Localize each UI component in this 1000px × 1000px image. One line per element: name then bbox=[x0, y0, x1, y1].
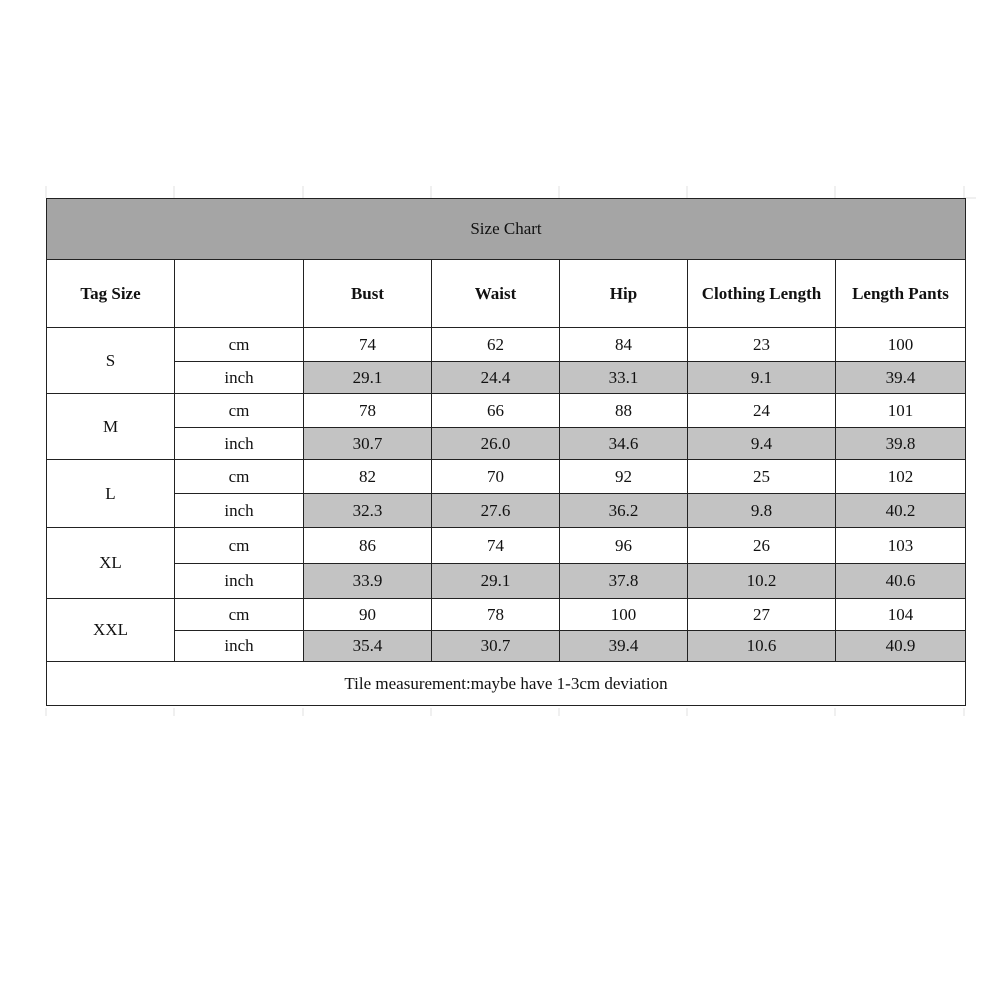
size-label: L bbox=[47, 460, 175, 528]
hip-value: 34.6 bbox=[560, 428, 688, 460]
unit-label: inch bbox=[175, 428, 304, 460]
table-row bbox=[47, 428, 966, 460]
clothing-length-value: 25 bbox=[688, 460, 836, 494]
chart-title: Size Chart bbox=[47, 199, 966, 260]
length-pants-value: 103 bbox=[836, 528, 966, 564]
size-chart-table bbox=[46, 198, 966, 706]
length-pants-value: 40.2 bbox=[836, 494, 966, 528]
table-row bbox=[47, 328, 966, 362]
hip-value: 36.2 bbox=[560, 494, 688, 528]
bust-value: 32.3 bbox=[304, 494, 432, 528]
measurement-note: Tile measurement:maybe have 1-3cm deviation bbox=[47, 662, 966, 706]
unit-label: inch bbox=[175, 362, 304, 394]
length-pants-value: 100 bbox=[836, 328, 966, 362]
waist-value: 30.7 bbox=[432, 631, 560, 662]
header-tag-size: Tag Size bbox=[47, 260, 175, 328]
clothing-length-value: 9.4 bbox=[688, 428, 836, 460]
hip-value: 88 bbox=[560, 394, 688, 428]
table-row bbox=[47, 599, 966, 631]
clothing-length-value: 10.6 bbox=[688, 631, 836, 662]
header-waist: Waist bbox=[432, 260, 560, 328]
header-row bbox=[47, 260, 966, 328]
header-length-pants: Length Pants bbox=[836, 260, 966, 328]
hip-value: 33.1 bbox=[560, 362, 688, 394]
waist-value: 29.1 bbox=[432, 564, 560, 599]
hip-value: 96 bbox=[560, 528, 688, 564]
clothing-length-value: 24 bbox=[688, 394, 836, 428]
length-pants-value: 39.8 bbox=[836, 428, 966, 460]
header-hip: Hip bbox=[560, 260, 688, 328]
clothing-length-value: 9.8 bbox=[688, 494, 836, 528]
unit-label: inch bbox=[175, 631, 304, 662]
length-pants-value: 40.6 bbox=[836, 564, 966, 599]
bust-value: 86 bbox=[304, 528, 432, 564]
unit-label: inch bbox=[175, 494, 304, 528]
length-pants-value: 104 bbox=[836, 599, 966, 631]
bust-value: 29.1 bbox=[304, 362, 432, 394]
clothing-length-value: 27 bbox=[688, 599, 836, 631]
waist-value: 27.6 bbox=[432, 494, 560, 528]
clothing-length-value: 9.1 bbox=[688, 362, 836, 394]
header-unit bbox=[175, 260, 304, 328]
header-bust: Bust bbox=[304, 260, 432, 328]
unit-label: cm bbox=[175, 460, 304, 494]
table-row bbox=[47, 362, 966, 394]
hip-value: 100 bbox=[560, 599, 688, 631]
hip-value: 37.8 bbox=[560, 564, 688, 599]
size-label: XXL bbox=[47, 599, 175, 662]
title-row bbox=[47, 199, 966, 260]
waist-value: 74 bbox=[432, 528, 560, 564]
table-row bbox=[47, 494, 966, 528]
waist-value: 66 bbox=[432, 394, 560, 428]
bust-value: 74 bbox=[304, 328, 432, 362]
length-pants-value: 40.9 bbox=[836, 631, 966, 662]
unit-label: cm bbox=[175, 394, 304, 428]
size-label: S bbox=[47, 328, 175, 394]
table-row bbox=[47, 564, 966, 599]
clothing-length-value: 23 bbox=[688, 328, 836, 362]
bust-value: 33.9 bbox=[304, 564, 432, 599]
header-clothing-length: Clothing Length bbox=[688, 260, 836, 328]
unit-label: cm bbox=[175, 328, 304, 362]
clothing-length-value: 10.2 bbox=[688, 564, 836, 599]
length-pants-value: 39.4 bbox=[836, 362, 966, 394]
table-row bbox=[47, 528, 966, 564]
hip-value: 84 bbox=[560, 328, 688, 362]
table-row bbox=[47, 394, 966, 428]
bust-value: 35.4 bbox=[304, 631, 432, 662]
bust-value: 30.7 bbox=[304, 428, 432, 460]
length-pants-value: 102 bbox=[836, 460, 966, 494]
note-row bbox=[47, 662, 966, 706]
bust-value: 78 bbox=[304, 394, 432, 428]
waist-value: 24.4 bbox=[432, 362, 560, 394]
clothing-length-value: 26 bbox=[688, 528, 836, 564]
bust-value: 82 bbox=[304, 460, 432, 494]
waist-value: 26.0 bbox=[432, 428, 560, 460]
bust-value: 90 bbox=[304, 599, 432, 631]
table-row bbox=[47, 631, 966, 662]
unit-label: cm bbox=[175, 528, 304, 564]
size-label: M bbox=[47, 394, 175, 460]
size-label: XL bbox=[47, 528, 175, 599]
hip-value: 92 bbox=[560, 460, 688, 494]
waist-value: 62 bbox=[432, 328, 560, 362]
unit-label: cm bbox=[175, 599, 304, 631]
waist-value: 70 bbox=[432, 460, 560, 494]
table-row bbox=[47, 460, 966, 494]
waist-value: 78 bbox=[432, 599, 560, 631]
hip-value: 39.4 bbox=[560, 631, 688, 662]
length-pants-value: 101 bbox=[836, 394, 966, 428]
unit-label: inch bbox=[175, 564, 304, 599]
